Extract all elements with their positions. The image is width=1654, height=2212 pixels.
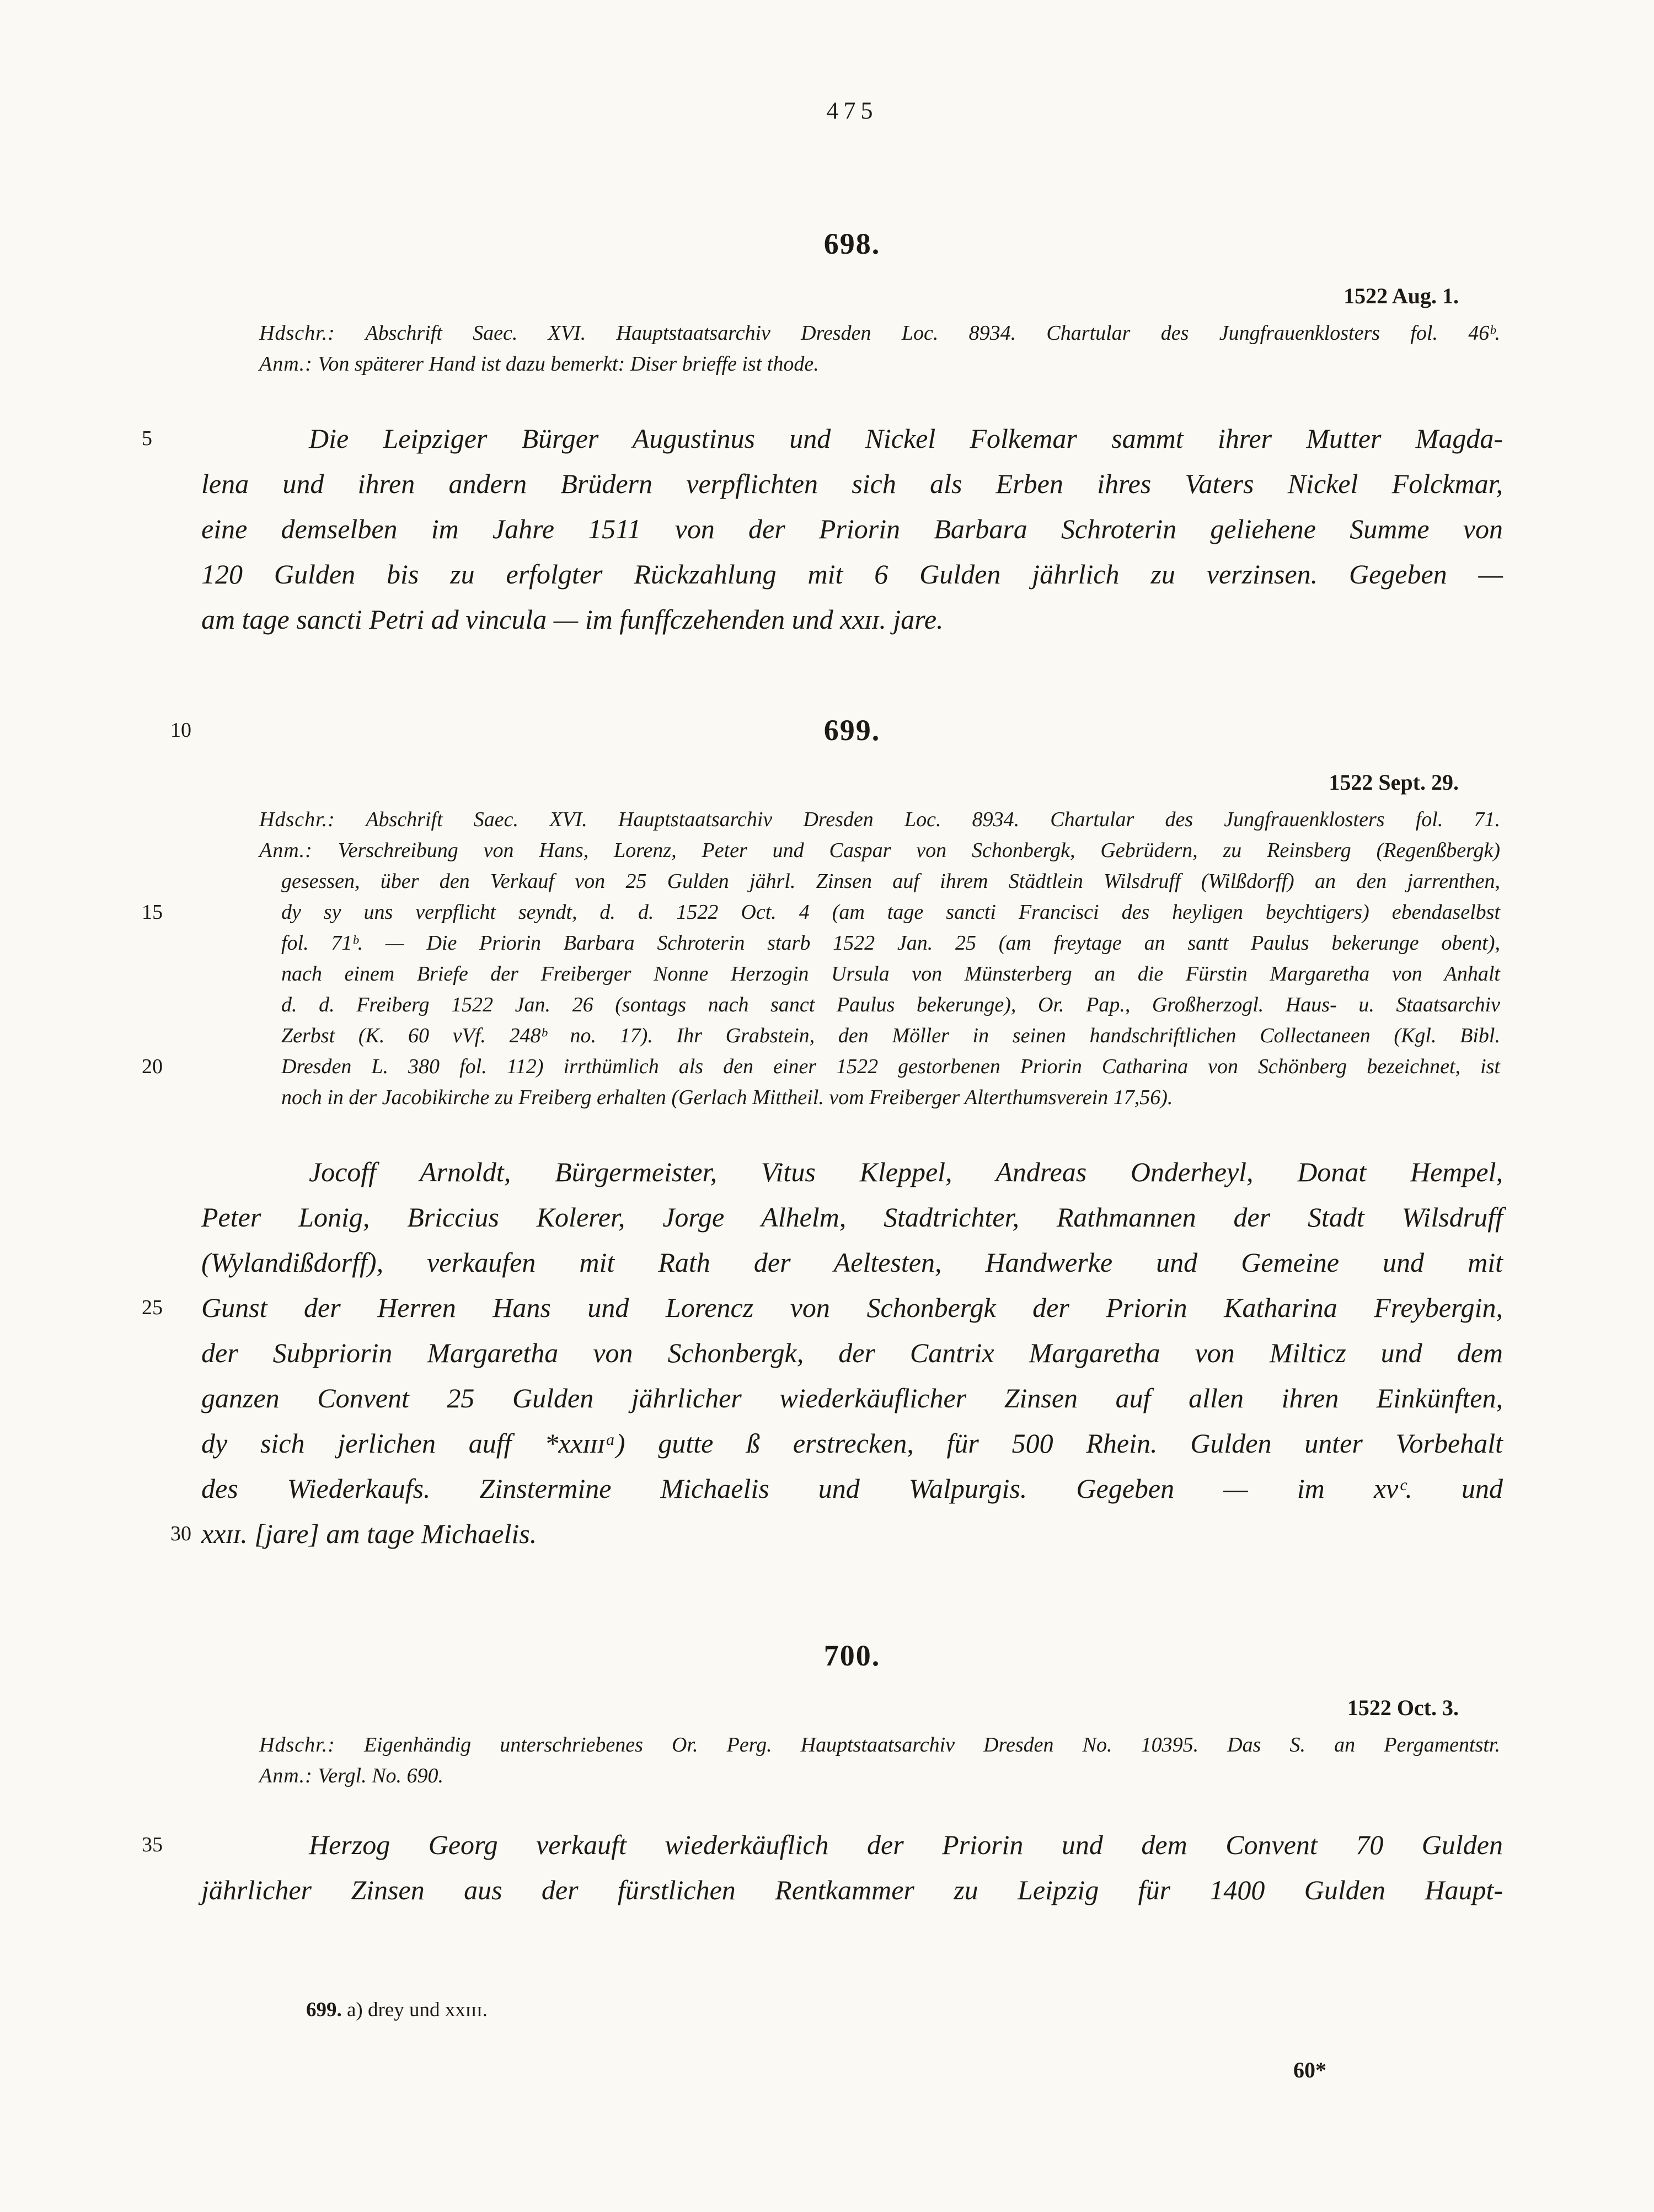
- footnote-text: a) drey und xxɪɪɪ.: [347, 1999, 488, 2021]
- text-line: Jocoff Arnoldt, Bürgermeister, Vitus Kleppel, Andreas Onderheyl, Donat Hempel,: [309, 1156, 1503, 1187]
- text-line: dy sich jerlichen auff *xxɪɪɪᵃ) gutte ß erstrecken, für 500 Rhein. Gulden unter Vorbehalt: [201, 1428, 1503, 1459]
- hdschr-text: Abschrift Saec. XVI. Hauptstaatsarchiv Dresden Loc. 8934. Chartular des Jungfrauenklosters fol. 46ᵇ.: [365, 322, 1500, 345]
- text-line: (Wylandißdorff), verkaufen mit Rath der Aeltesten, Handwerke und Gemeine und mit: [201, 1247, 1503, 1278]
- hdschr-label: Hdschr.:: [259, 322, 335, 345]
- text-line: des Wiederkaufs. Zinstermine Michaelis und Walpurgis. Gegeben — im xvᶜ. und: [201, 1473, 1503, 1504]
- entry-700-source-block: [259, 1729, 1500, 1791]
- signature-mark: 60*: [1293, 2058, 1326, 2082]
- hdschr-text: Abschrift Saec. XVI. Hauptstaatsarchiv Dresden Loc. 8934. Chartular des Jungfrauenklosters fol. 71.: [366, 808, 1500, 831]
- anm-line: [259, 835, 1500, 866]
- anm-text: Vergl. No. 690.: [318, 1764, 443, 1787]
- anm-continuation-line: fol. 71ᵇ. — Die Priorin Barbara Schroterin starb 1522 Jan. 25 (am freytage an santt Paulus bekerunge obent),: [281, 931, 1500, 955]
- entry-700-number: 700.: [823, 1639, 881, 1672]
- entry-699-number: [170, 714, 1503, 747]
- hdschr-label: Hdschr.:: [259, 808, 335, 831]
- line-text: Dresden L. 380 fol. 112) irrthümlich als den einer 1522 gestorbenen Priorin Catharina von Schönberg bezeichnet, ist: [281, 1055, 1500, 1078]
- anm-line: [259, 349, 1500, 379]
- entry-700-regest: [142, 1822, 1503, 1913]
- footnote: [306, 1998, 1503, 2022]
- hdschr-line: [259, 804, 1500, 835]
- text-line: der Subpriorin Margaretha von Schonbergk, der Cantrix Margaretha von Milticz und dem: [201, 1337, 1503, 1368]
- hdschr-label: Hdschr.:: [259, 1733, 335, 1756]
- anm-continuation-line: noch in der Jacobikirche zu Freiberg erhalten (Gerlach Mittheil. vom Freiberger Alterthumsverein 17,56).: [281, 1086, 1173, 1109]
- anm-text: Verschreibung von Hans, Lorenz, Peter und Caspar von Schonbergk, Gebrüdern, zu Reinsberg (Regenßbergk): [338, 839, 1501, 862]
- anm-line: [259, 1760, 1500, 1791]
- text-line: ganzen Convent 25 Gulden jährlicher wiederkäuflicher Zinsen auf allen ihren Einkünften,: [201, 1383, 1503, 1413]
- text-line: [142, 1822, 1503, 1867]
- text-line: jährlicher Zinsen aus der fürstlichen Rentkammer zu Leipzig für 1400 Gulden Haupt-: [201, 1874, 1503, 1905]
- anm-text: Von späterer Hand ist dazu bemerkt: Diser brieffe ist thode.: [318, 352, 819, 376]
- text-line: [142, 1285, 1503, 1330]
- entry-699-source-block: [142, 804, 1501, 1113]
- page-number: 475: [826, 97, 878, 124]
- footnote-entry-ref: 699.: [306, 1999, 342, 2021]
- entry-698: [142, 227, 1503, 642]
- anm-label: Anm.:: [259, 839, 313, 862]
- hdschr-text: Eigenhändig unterschriebenes Or. Perg. Hauptstaatsarchiv Dresden No. 10395. Das S. an Pergamentstr.: [363, 1733, 1501, 1756]
- anm-label: Anm.:: [259, 352, 313, 376]
- line-text: Gunst der Herren Hans und Lorencz von Schonbergk der Priorin Katharina Freybergin,: [201, 1292, 1503, 1323]
- anm-continuation-line: [142, 897, 1500, 928]
- margin-line-number-35: 35: [142, 1833, 163, 1856]
- anm-continuation-line: d. d. Freiberg 1522 Jan. 26 (sontags nach sanct Paulus bekerunge), Or. Pap., Großherzogl. Haus- u. Staatsarchiv: [281, 993, 1500, 1016]
- text-line: Peter Lonig, Briccius Kolerer, Jorge Alhelm, Stadtrichter, Rathmannen der Stadt Wilsdruff: [201, 1202, 1503, 1233]
- line-text: dy sy uns verpflicht seyndt, d. d. 1522 Oct. 4 (am tage sancti Francisci des heyligen beychtigers) ebendaselbst: [281, 901, 1500, 924]
- text-line: am tage sancti Petri ad vincula — im funffczehenden und xxɪɪ. jare.: [201, 604, 944, 635]
- margin-line-number-15: 15: [142, 901, 163, 924]
- entry-700-date: 1522 Oct. 3.: [1347, 1695, 1459, 1720]
- text-line: [170, 1511, 1503, 1556]
- entry-698-number: 698.: [823, 227, 881, 260]
- entry-698-date: 1522 Aug. 1.: [1343, 283, 1459, 308]
- margin-line-number-25: 25: [142, 1296, 163, 1319]
- anm-continuation-line: nach einem Briefe der Freiberger Nonne Herzogin Ursula von Münsterberg an die Fürstin Margaretha von Anhalt: [281, 962, 1500, 986]
- entry-700: [142, 1639, 1503, 1913]
- text-line: eine demselben im Jahre 1511 von der Priorin Barbara Schroterin geliehene Summe von: [201, 513, 1503, 544]
- anm-continuation-line: [142, 1051, 1500, 1082]
- margin-line-number-5: 5: [142, 427, 152, 450]
- line-text: Herzog Georg verkauft wiederkäuflich der Priorin und dem Convent 70 Gulden: [309, 1829, 1503, 1860]
- hdschr-line: [259, 318, 1500, 349]
- entry-699-date: 1522 Sept. 29.: [1329, 770, 1459, 795]
- margin-line-number-10: 10: [170, 719, 191, 742]
- anm-continuation-line: Zerbst (K. 60 vVf. 248ᵇ no. 17). Ihr Grabstein, den Möller in seinen handschriftlichen Collectaneen (Kgl. Bibl.: [281, 1024, 1500, 1047]
- line-text: Die Leipziger Bürger Augustinus und Nickel Folkemar sammt ihrer Mutter Magda-: [309, 423, 1503, 454]
- entry-699-regest: [142, 1149, 1503, 1556]
- text-line: [142, 416, 1503, 461]
- entry-698-source-block: [259, 318, 1500, 379]
- text-line: 120 Gulden bis zu erfolgter Rückzahlung mit 6 Gulden jährlich zu verzinsen. Gegeben —: [201, 559, 1503, 590]
- anm-label: Anm.:: [259, 1764, 313, 1787]
- hdschr-line: [259, 1729, 1500, 1760]
- anm-continuation-line: gesessen, über den Verkauf von 25 Gulden jährl. Zinsen auf ihrem Städtlein Wilsdruff (Wilßdorff) an den jarrenthen,: [281, 870, 1500, 893]
- entry-number-text: 699.: [823, 714, 881, 747]
- margin-line-number-20: 20: [142, 1055, 163, 1078]
- entry-698-regest: [142, 416, 1503, 642]
- text-line: lena und ihren andern Brüdern verpflichten sich als Erben ihres Vaters Nickel Folckmar,: [201, 468, 1503, 499]
- line-text: xxɪɪ. [jare] am tage Michaelis.: [201, 1518, 537, 1549]
- entry-699: [142, 714, 1503, 1556]
- margin-line-number-30: 30: [170, 1522, 191, 1545]
